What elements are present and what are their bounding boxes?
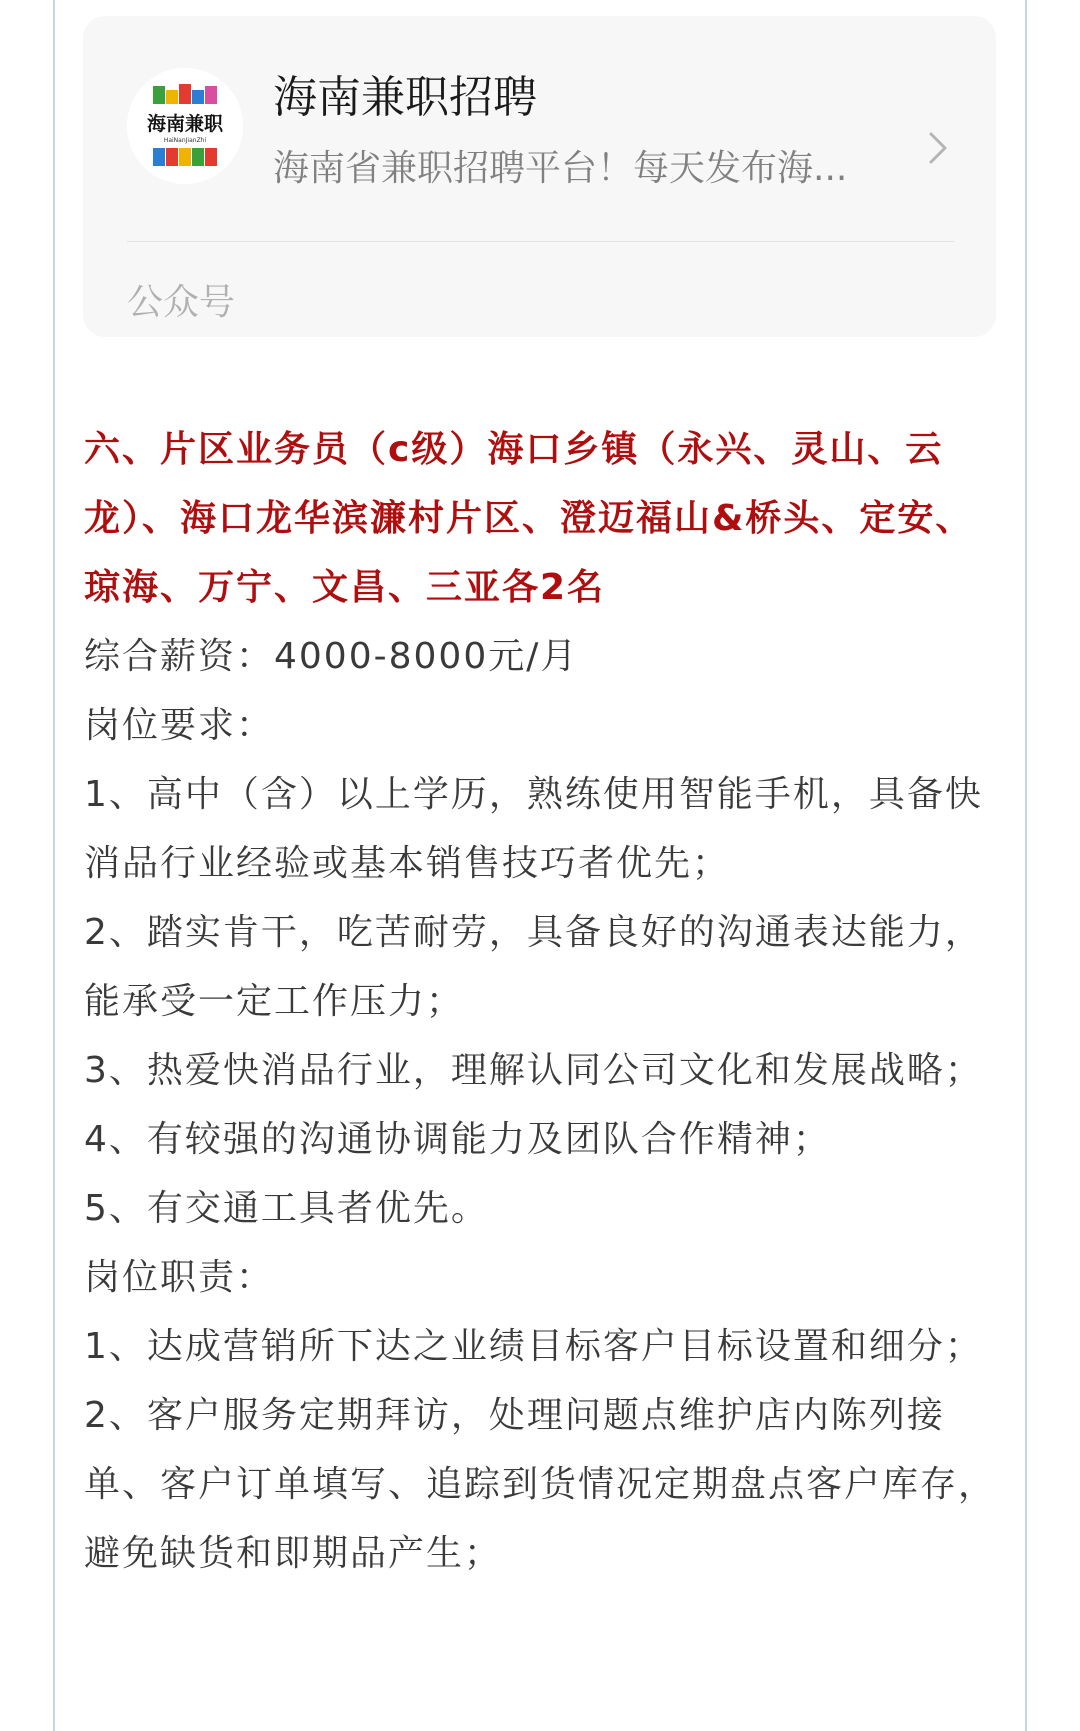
requirement-item: 3、热爱快消品行业，理解认同公司文化和发展战略；: [84, 1050, 983, 1091]
requirement-item: 1、高中（含）以上学历，熟练使用智能手机，具备快消品行业经验或基本销售技巧者优先；: [84, 774, 983, 884]
account-name: 海南兼职招聘: [273, 72, 537, 123]
duty-item: 1、达成营销所下达之业绩目标客户目标设置和细分；: [84, 1326, 983, 1367]
account-description: 海南省兼职招聘平台！每天发布海...: [273, 148, 848, 189]
requirement-item: 5、有交通工具者优先。: [84, 1188, 489, 1229]
logo-subtext: HaiNanJianZhi: [163, 137, 207, 144]
account-avatar: [127, 68, 243, 184]
article-body: [84, 415, 999, 1588]
requirement-item: 4、有较强的沟通协调能力及团队合作精神；: [84, 1119, 831, 1160]
duty-item: 2、客户服务定期拜访，处理问题点维护店内陈列接单、客户订单填写、追踪到货情况定期盘点客户库存，避免缺货和即期品产生；: [84, 1395, 997, 1574]
duties-title: 岗位职责：: [84, 1257, 275, 1298]
official-account-card[interactable]: [83, 16, 996, 337]
requirements-title: 岗位要求：: [84, 705, 275, 746]
left-border: [53, 0, 55, 1731]
job-headline: 六、片区业务员（c级）海口乡镇（永兴、灵山、云龙）、海口龙华滨濂村片区、澄迈福山&桥头、定安、琼海、万宁、文昌、三亚各2名: [84, 429, 974, 608]
card-divider: [127, 241, 954, 242]
requirement-item: 2、踏实肯干，吃苦耐劳，具备良好的沟通表达能力，能承受一定工作压力；: [84, 912, 983, 1022]
logo-text: 海南兼职: [146, 113, 224, 135]
account-type-label: 公众号: [127, 282, 236, 323]
chevron-right-icon[interactable]: [925, 128, 953, 168]
salary-text: 综合薪资：4000-8000元/月: [84, 636, 579, 677]
account-logo-icon: [127, 68, 243, 184]
right-border: [1025, 0, 1027, 1731]
